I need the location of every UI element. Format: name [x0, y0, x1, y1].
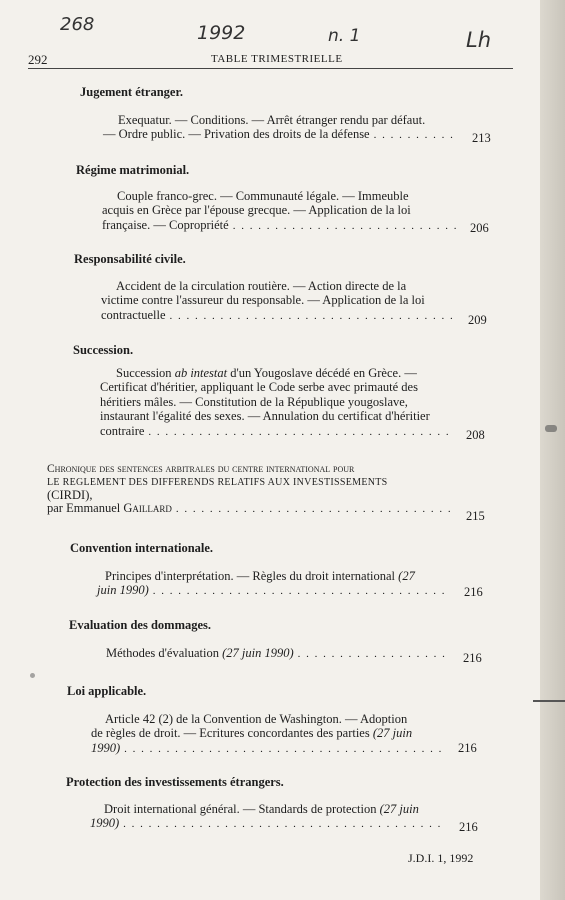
index-entry [104, 802, 444, 817]
index-entry [116, 279, 456, 294]
scan-mark [30, 673, 35, 678]
index-entry [106, 646, 450, 662]
section-title: Loi applicable. [67, 684, 147, 698]
entry-line: Article 42 (2) de la Convention de Washington. — Adoption [105, 712, 408, 726]
page-ref: 215 [466, 509, 485, 523]
scan-mark [545, 425, 557, 432]
entry-line: Exequatur. — Conditions. — Arrêt étranger rendu par défaut. [118, 113, 426, 127]
entry-line: française. — Copropriété [102, 217, 229, 232]
index-entry [103, 127, 460, 143]
index-entry [116, 366, 456, 381]
page-edge [540, 0, 565, 900]
section-title: Régime matrimonial. [76, 163, 190, 177]
index-entry [101, 293, 456, 323]
entry-line: contraire [100, 423, 145, 438]
index-entry [105, 569, 451, 584]
entry-line: 1990) [90, 816, 120, 830]
chronique-line: LE REGLEMENT DES DIFFERENDS RELATIFS AUX INVESTISSEMENTS [47, 477, 388, 488]
leader-dots [298, 647, 446, 662]
journal-footer: J.D.I. 1, 1992 [408, 851, 474, 865]
entry-line: juin 1990) [97, 583, 149, 597]
entry-line: instaurant l'égalité des sexes. — Annulation du certificat d'héritier [100, 409, 430, 423]
handwritten-corner-note: Lh [466, 28, 492, 52]
leader-dots [153, 584, 447, 599]
index-entry [91, 726, 445, 756]
handwritten-number-note: n. 1 [328, 26, 361, 46]
page-ref: 216 [458, 741, 477, 755]
index-entry [90, 816, 444, 832]
section-title: Jugement étranger. [80, 85, 183, 99]
entry-line: contractuelle [101, 307, 166, 322]
page-ref: 206 [470, 221, 489, 235]
index-entry [117, 189, 460, 204]
page-ref: 216 [459, 820, 478, 834]
chronique-heading [47, 463, 457, 516]
index-entry [118, 113, 460, 128]
section-title: Convention internationale. [70, 541, 214, 555]
entry-line: Couple franco-grec. — Communauté légale. — Immeuble [117, 189, 409, 203]
leader-dots [170, 309, 452, 324]
page-ref: 216 [464, 585, 483, 599]
author-name: Gaillard [123, 501, 172, 515]
entry-line: Accident de la circulation routière. — Action directe de la [116, 279, 407, 293]
leader-dots [124, 742, 441, 757]
entry-line: Méthodes d'évaluation (27 juin 1990) [106, 646, 294, 660]
page-ref: 213 [472, 131, 491, 145]
section-title: Responsabilité civile. [74, 252, 186, 266]
entry-line: victime contre l'assureur du responsable. — Application de la loi [101, 293, 425, 307]
leader-dots [123, 817, 440, 832]
section-title: Protection des investissements étrangers. [66, 775, 284, 789]
entry-line: héritiers mâles. — Constitution de la République yougoslave, [100, 394, 408, 409]
handwritten-page-note: 268 [60, 14, 95, 35]
section-title: Evaluation des dommages. [69, 618, 212, 632]
entry-line: de règles de droit. — Ecritures concordantes des parties (27 juin [91, 726, 413, 740]
entry-line: acquis en Grèce par l'épouse grecque. — Application de la loi [102, 203, 411, 217]
handwritten-year-note: 1992 [197, 22, 246, 44]
scan-mark [533, 700, 565, 702]
entry-line: Succession ab intestat d'un Yougoslave décédé en Grèce. — [116, 366, 417, 380]
entry-line: Certificat d'héritier, appliquant le Code serbe avec primauté des [100, 380, 418, 394]
entry-line: Droit international général. — Standards de protection (27 juin [104, 802, 419, 816]
leader-dots [176, 503, 453, 516]
author-prefix: par Emmanuel [47, 501, 124, 515]
index-entry [105, 712, 445, 727]
index-entry [102, 203, 460, 233]
entry-line: — Ordre public. — Privation des droits de la défense [103, 127, 370, 141]
leader-dots [374, 128, 456, 143]
leader-dots [148, 425, 452, 440]
leader-dots [233, 219, 456, 234]
entry-line: 1990) [91, 740, 121, 755]
running-title: TABLE TRIMESTRIELLE [211, 53, 343, 65]
page-ref: 216 [463, 651, 482, 665]
chronique-line: Chronique des sentences arbitrales du centre international pour [47, 463, 355, 475]
page-number: 292 [28, 52, 48, 67]
entry-line: Principes d'interprétation. — Règles du droit international (27 [105, 569, 415, 583]
page-ref: 209 [468, 313, 487, 327]
index-entry [97, 583, 451, 599]
chronique-line: (CIRDI), [47, 488, 93, 502]
section-title: Succession. [73, 343, 134, 357]
page-ref: 208 [466, 428, 485, 442]
index-entry [100, 380, 456, 439]
running-header [28, 52, 513, 69]
